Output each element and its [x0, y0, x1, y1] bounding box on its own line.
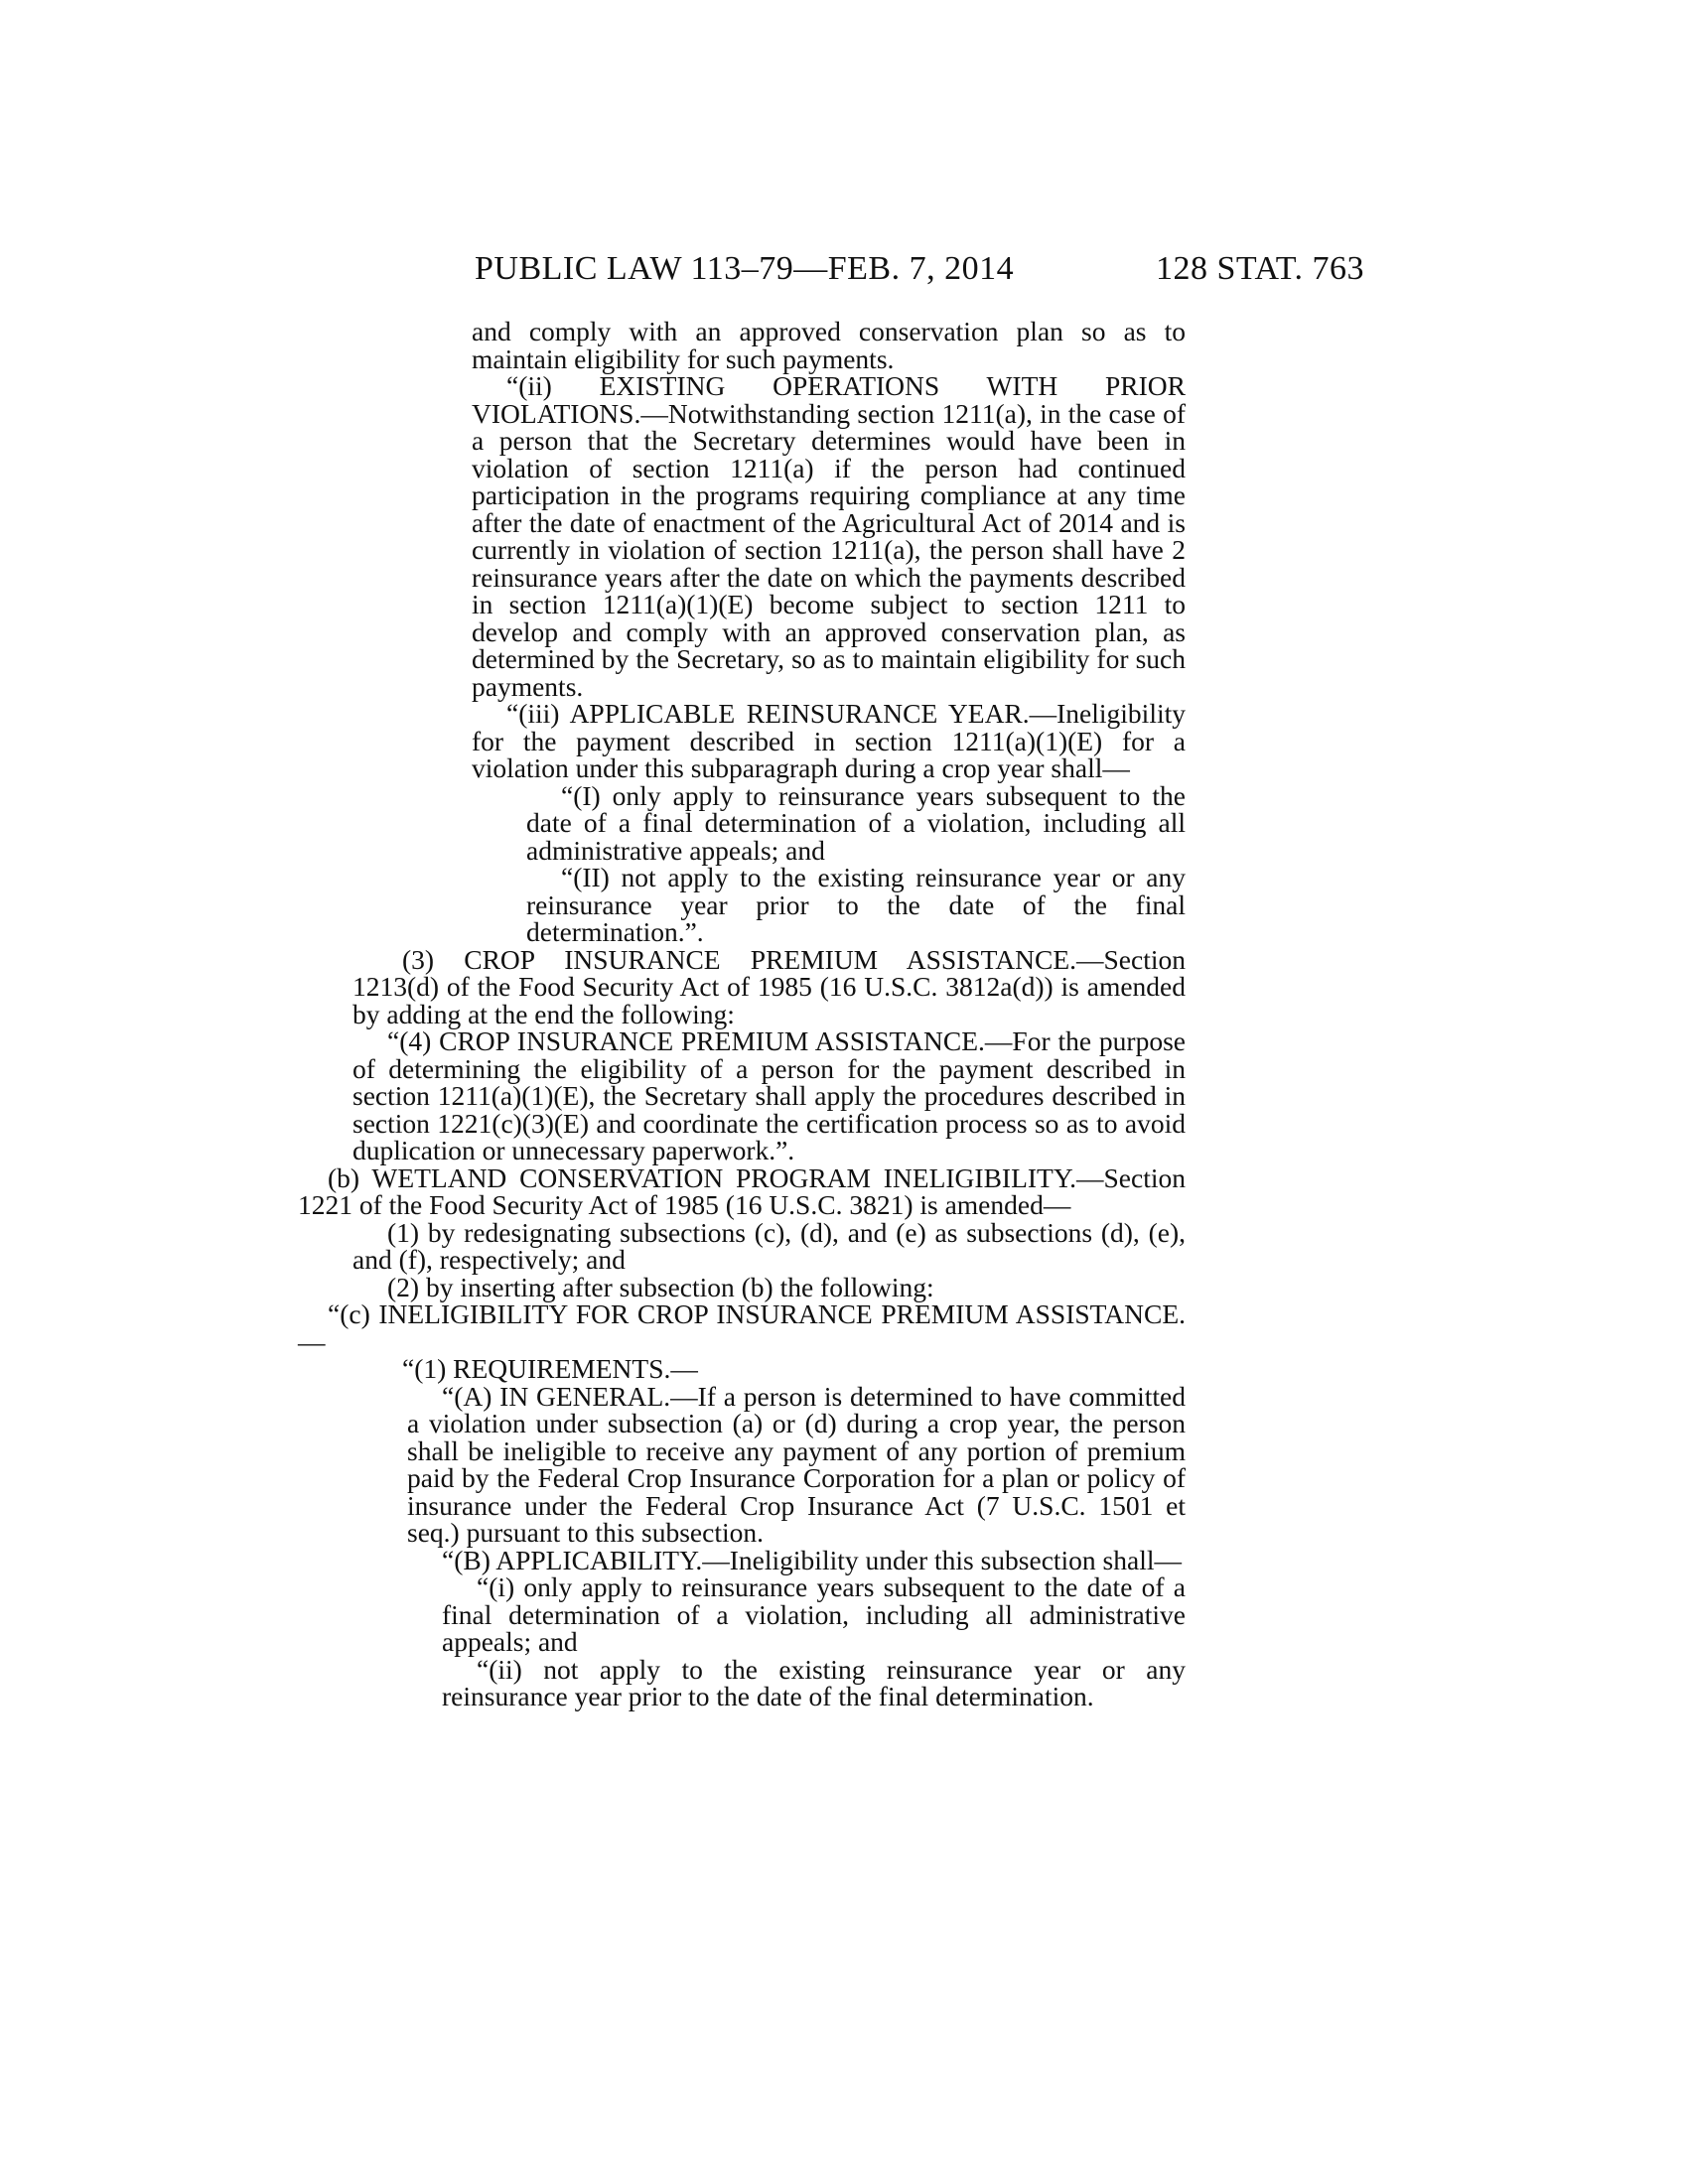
paragraph-subclause-ii: “(II) not apply to the existing reinsurance year or any reinsurance year prior to the date of the final determination.”.: [526, 862, 1186, 947]
paragraph-redesignating: (1) by redesignating subsections (c), (d), and (e) as subsections (d), (e), and (f), respectively; and: [352, 1216, 1186, 1275]
page-header-stat: 128 STAT. 763: [1156, 250, 1364, 287]
paragraph-clause-i: “(i) only apply to reinsurance years subsequent to the date of a final determination of a violation, including all administrative appeals; and: [442, 1571, 1186, 1657]
paragraph-wetland-conservation: (b) WETLAND CONSERVATION PROGRAM INELIGIBILITY.—Section 1221 of the Food Security Act of 1985 (16 U.S.C. 3821) is amended—: [298, 1161, 1186, 1220]
paragraph-conservation-plan-continuation: and comply with an approved conservation plan so as to maintain eligibility for such payments.: [472, 316, 1186, 374]
page-header-title: PUBLIC LAW 113–79—FEB. 7, 2014: [475, 250, 1015, 287]
paragraph-applicable-reinsurance-year: “(iii) APPLICABLE REINSURANCE YEAR.—Ineligibility for the payment described in section 1211(a)(1)(E) for a violation under this subparagraph during a crop year shall—: [472, 698, 1186, 783]
paragraph-inserting: (2) by inserting after subsection (b) the following:: [387, 1271, 934, 1302]
paragraph-applicability: “(B) APPLICABILITY.—Ineligibility under this subsection shall—: [442, 1544, 1182, 1575]
paragraph-clause-ii: “(ii) not apply to the existing reinsurance year or any reinsurance year prior to the date of the final determination.: [442, 1653, 1186, 1711]
paragraph-in-general: “(A) IN GENERAL.—If a person is determined to have committed a violation under subsection (a) or (d) during a crop year, the person shall be ineligible to receive any payment of any portion of premium paid by the Federal Crop Insurance Corporation for a plan or policy of insurance under the Federal Crop Insurance Act (7 U.S.C. 1501 et seq.) pursuant to this subsection.: [407, 1380, 1186, 1548]
paragraph-existing-operations: “(ii) EXISTING OPERATIONS WITH PRIOR VIOLATIONS.—Notwithstanding section 1211(a), in the case of a person that the Secretary determines would have been in violation of section 1211(a) if the person had continued participation in the programs requiring compliance at any time after the date of enactment of the Agricultural Act of 2014 and is currently in violation of section 1211(a), the person shall have 2 reinsurance years after the date on which the payments described in section 1211(a)(1)(E) become subject to section 1211 to develop and comply with an approved conservation plan, as determined by the Secretary, so as to maintain eligibility for such payments.: [472, 370, 1186, 702]
paragraph-subclause-i: “(I) only apply to reinsurance years subsequent to the date of a final determination of a violation, including all administrative appeals; and: [526, 779, 1186, 866]
paragraph-crop-insurance-premium-assistance-4: “(4) CROP INSURANCE PREMIUM ASSISTANCE.—For the purpose of determining the eligibility of a person for the payment described in section 1211(a)(1)(E), the Secretary shall apply the procedures described in section 1221(c)(3)(E) and coordinate the certification process so as to avoid duplication or unnecessary paperwork.”.: [352, 1025, 1186, 1165]
document-body: [298, 318, 1186, 1710]
paragraph-ineligibility-heading: “(c) INELIGIBILITY FOR CROP INSURANCE PREMIUM ASSISTANCE.—: [298, 1298, 1186, 1357]
paragraph-requirements: “(1) REQUIREMENTS.—: [402, 1353, 698, 1384]
paragraph-crop-insurance-premium-assistance: (3) CROP INSURANCE PREMIUM ASSISTANCE.—Section 1213(d) of the Food Security Act of 1985 (16 U.S.C. 3812a(d)) is amended by adding at the end the following:: [352, 943, 1186, 1029]
